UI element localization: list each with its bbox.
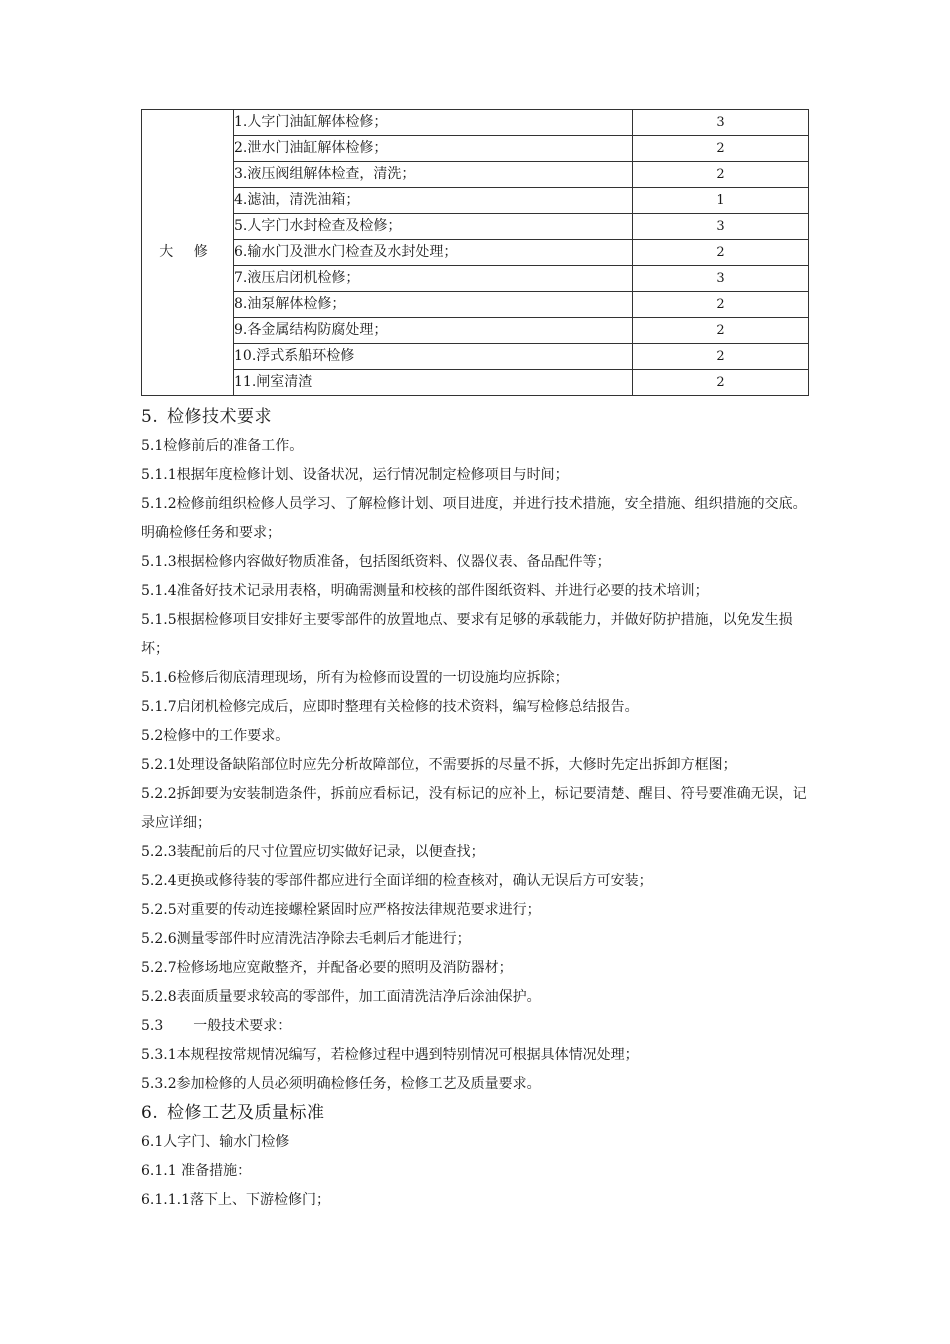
value-cell: 2 xyxy=(633,344,809,370)
item-cell: 9.各金属结构防腐处理； xyxy=(234,318,633,344)
category-cell: 大 修 xyxy=(142,110,234,396)
value-cell: 3 xyxy=(633,110,809,136)
table-row xyxy=(142,136,809,162)
paragraph: 5.2.4更换或修待装的零部件都应进行全面详细的检查核对，确认无误后方可安装； xyxy=(141,873,653,889)
maintenance-items-table xyxy=(141,109,809,396)
item-cell: 7.液压启闭机检修； xyxy=(234,266,633,292)
paragraph: 5.1.3根据检修内容做好物质准备，包括图纸资料、仪器仪表、备品配件等； xyxy=(141,554,611,570)
item-cell: 6.输水门及泄水门检查及水封处理； xyxy=(234,240,633,266)
item-cell: 5.人字门水封检查及检修； xyxy=(234,214,633,240)
value-cell: 2 xyxy=(633,240,809,266)
value-cell: 3 xyxy=(633,214,809,240)
subsection-number: 5.3 xyxy=(141,1018,164,1034)
paragraph: 5.1.1根据年度检修计划、设备状况，运行情况制定检修项目与时间； xyxy=(141,467,569,483)
item-cell: 8.油泵解体检修； xyxy=(234,292,633,318)
paragraph: 5.2.7检修场地应宽敞整齐，并配备必要的照明及消防器材； xyxy=(141,960,513,976)
table-row xyxy=(142,188,809,214)
item-cell: 10.浮式系船环检修 xyxy=(234,344,633,370)
table-row xyxy=(142,162,809,188)
value-cell: 3 xyxy=(633,266,809,292)
paragraph: 6.1.1.1落下上、下游检修门； xyxy=(141,1192,330,1208)
paragraph: 5.1检修前后的准备工作。 xyxy=(141,438,304,454)
paragraph xyxy=(141,1012,813,1041)
table-row xyxy=(142,266,809,292)
value-cell: 2 xyxy=(633,318,809,344)
value-cell: 1 xyxy=(633,188,809,214)
table-row xyxy=(142,292,809,318)
table-body xyxy=(142,110,809,396)
section-title: 检修技术要求 xyxy=(167,407,272,427)
table-row xyxy=(142,318,809,344)
section-number: 5. xyxy=(141,407,159,427)
paragraph: 5.2检修中的工作要求。 xyxy=(141,728,290,744)
subsection-title: 一般技术要求： xyxy=(193,1018,292,1034)
table-row xyxy=(142,214,809,240)
paragraph: 6.1人字门、输水门检修 xyxy=(141,1134,290,1150)
paragraph: 5.1.2检修前组织检修人员学习、了解检修计划、项目进度，并进行技术措施，安全措施、组织措施的交底。明确检修任务和要求； xyxy=(141,496,807,541)
paragraph: 5.3.1本规程按常规情况编写，若检修过程中遇到特别情况可根据具体情况处理； xyxy=(141,1047,639,1063)
paragraph: 5.1.6检修后彻底清理现场，所有为检修而设置的一切设施均应拆除； xyxy=(141,670,569,686)
item-cell: 11.闸室清渣 xyxy=(234,370,633,396)
value-cell: 2 xyxy=(633,136,809,162)
document-body xyxy=(141,403,813,1215)
paragraph: 5.2.8表面质量要求较高的零部件，加工面清洗洁净后涂油保护。 xyxy=(141,989,541,1005)
item-cell: 2.泄水门油缸解体检修； xyxy=(234,136,633,162)
paragraph: 6.1.1 准备措施： xyxy=(141,1163,252,1179)
paragraph: 5.2.2拆卸要为安装制造条件，拆前应看标记，没有标记的应补上，标记要清楚、醒目、符号要准确无误，记录应详细； xyxy=(141,786,807,831)
table-row xyxy=(142,370,809,396)
item-cell: 1.人字门油缸解体检修； xyxy=(234,110,633,136)
value-cell: 2 xyxy=(633,292,809,318)
table-row xyxy=(142,110,809,136)
paragraph: 5.2.3装配前后的尺寸位置应切实做好记录，以便查找； xyxy=(141,844,485,860)
value-cell: 2 xyxy=(633,370,809,396)
value-cell: 2 xyxy=(633,162,809,188)
paragraph: 5.1.7启闭机检修完成后，应即时整理有关检修的技术资料，编写检修总结报告。 xyxy=(141,699,639,715)
paragraph: 5.2.1处理设备缺陷部位时应先分析故障部位，不需要拆的尽量不拆，大修时先定出拆卸方框图； xyxy=(141,757,737,773)
section-6-heading xyxy=(141,1099,813,1128)
section-title: 检修工艺及质量标准 xyxy=(167,1103,325,1123)
section-number: 6. xyxy=(141,1103,159,1123)
item-cell: 3.液压阀组解体检查，清洗； xyxy=(234,162,633,188)
paragraph: 5.1.5根据检修项目安排好主要零部件的放置地点、要求有足够的承载能力，并做好防护措施，以免发生损坏； xyxy=(141,612,793,657)
paragraph: 5.2.6测量零部件时应清洗洁净除去毛刺后才能进行； xyxy=(141,931,471,947)
table-row xyxy=(142,240,809,266)
item-cell: 4.滤油，清洗油箱； xyxy=(234,188,633,214)
paragraph: 5.1.4准备好技术记录用表格，明确需测量和校核的部件图纸资料、并进行必要的技术培训； xyxy=(141,583,709,599)
paragraph: 5.2.5对重要的传动连接螺栓紧固时应严格按法律规范要求进行； xyxy=(141,902,541,918)
section-5-heading xyxy=(141,403,813,432)
paragraph: 5.3.2参加检修的人员必须明确检修任务，检修工艺及质量要求。 xyxy=(141,1076,541,1092)
table-row xyxy=(142,344,809,370)
